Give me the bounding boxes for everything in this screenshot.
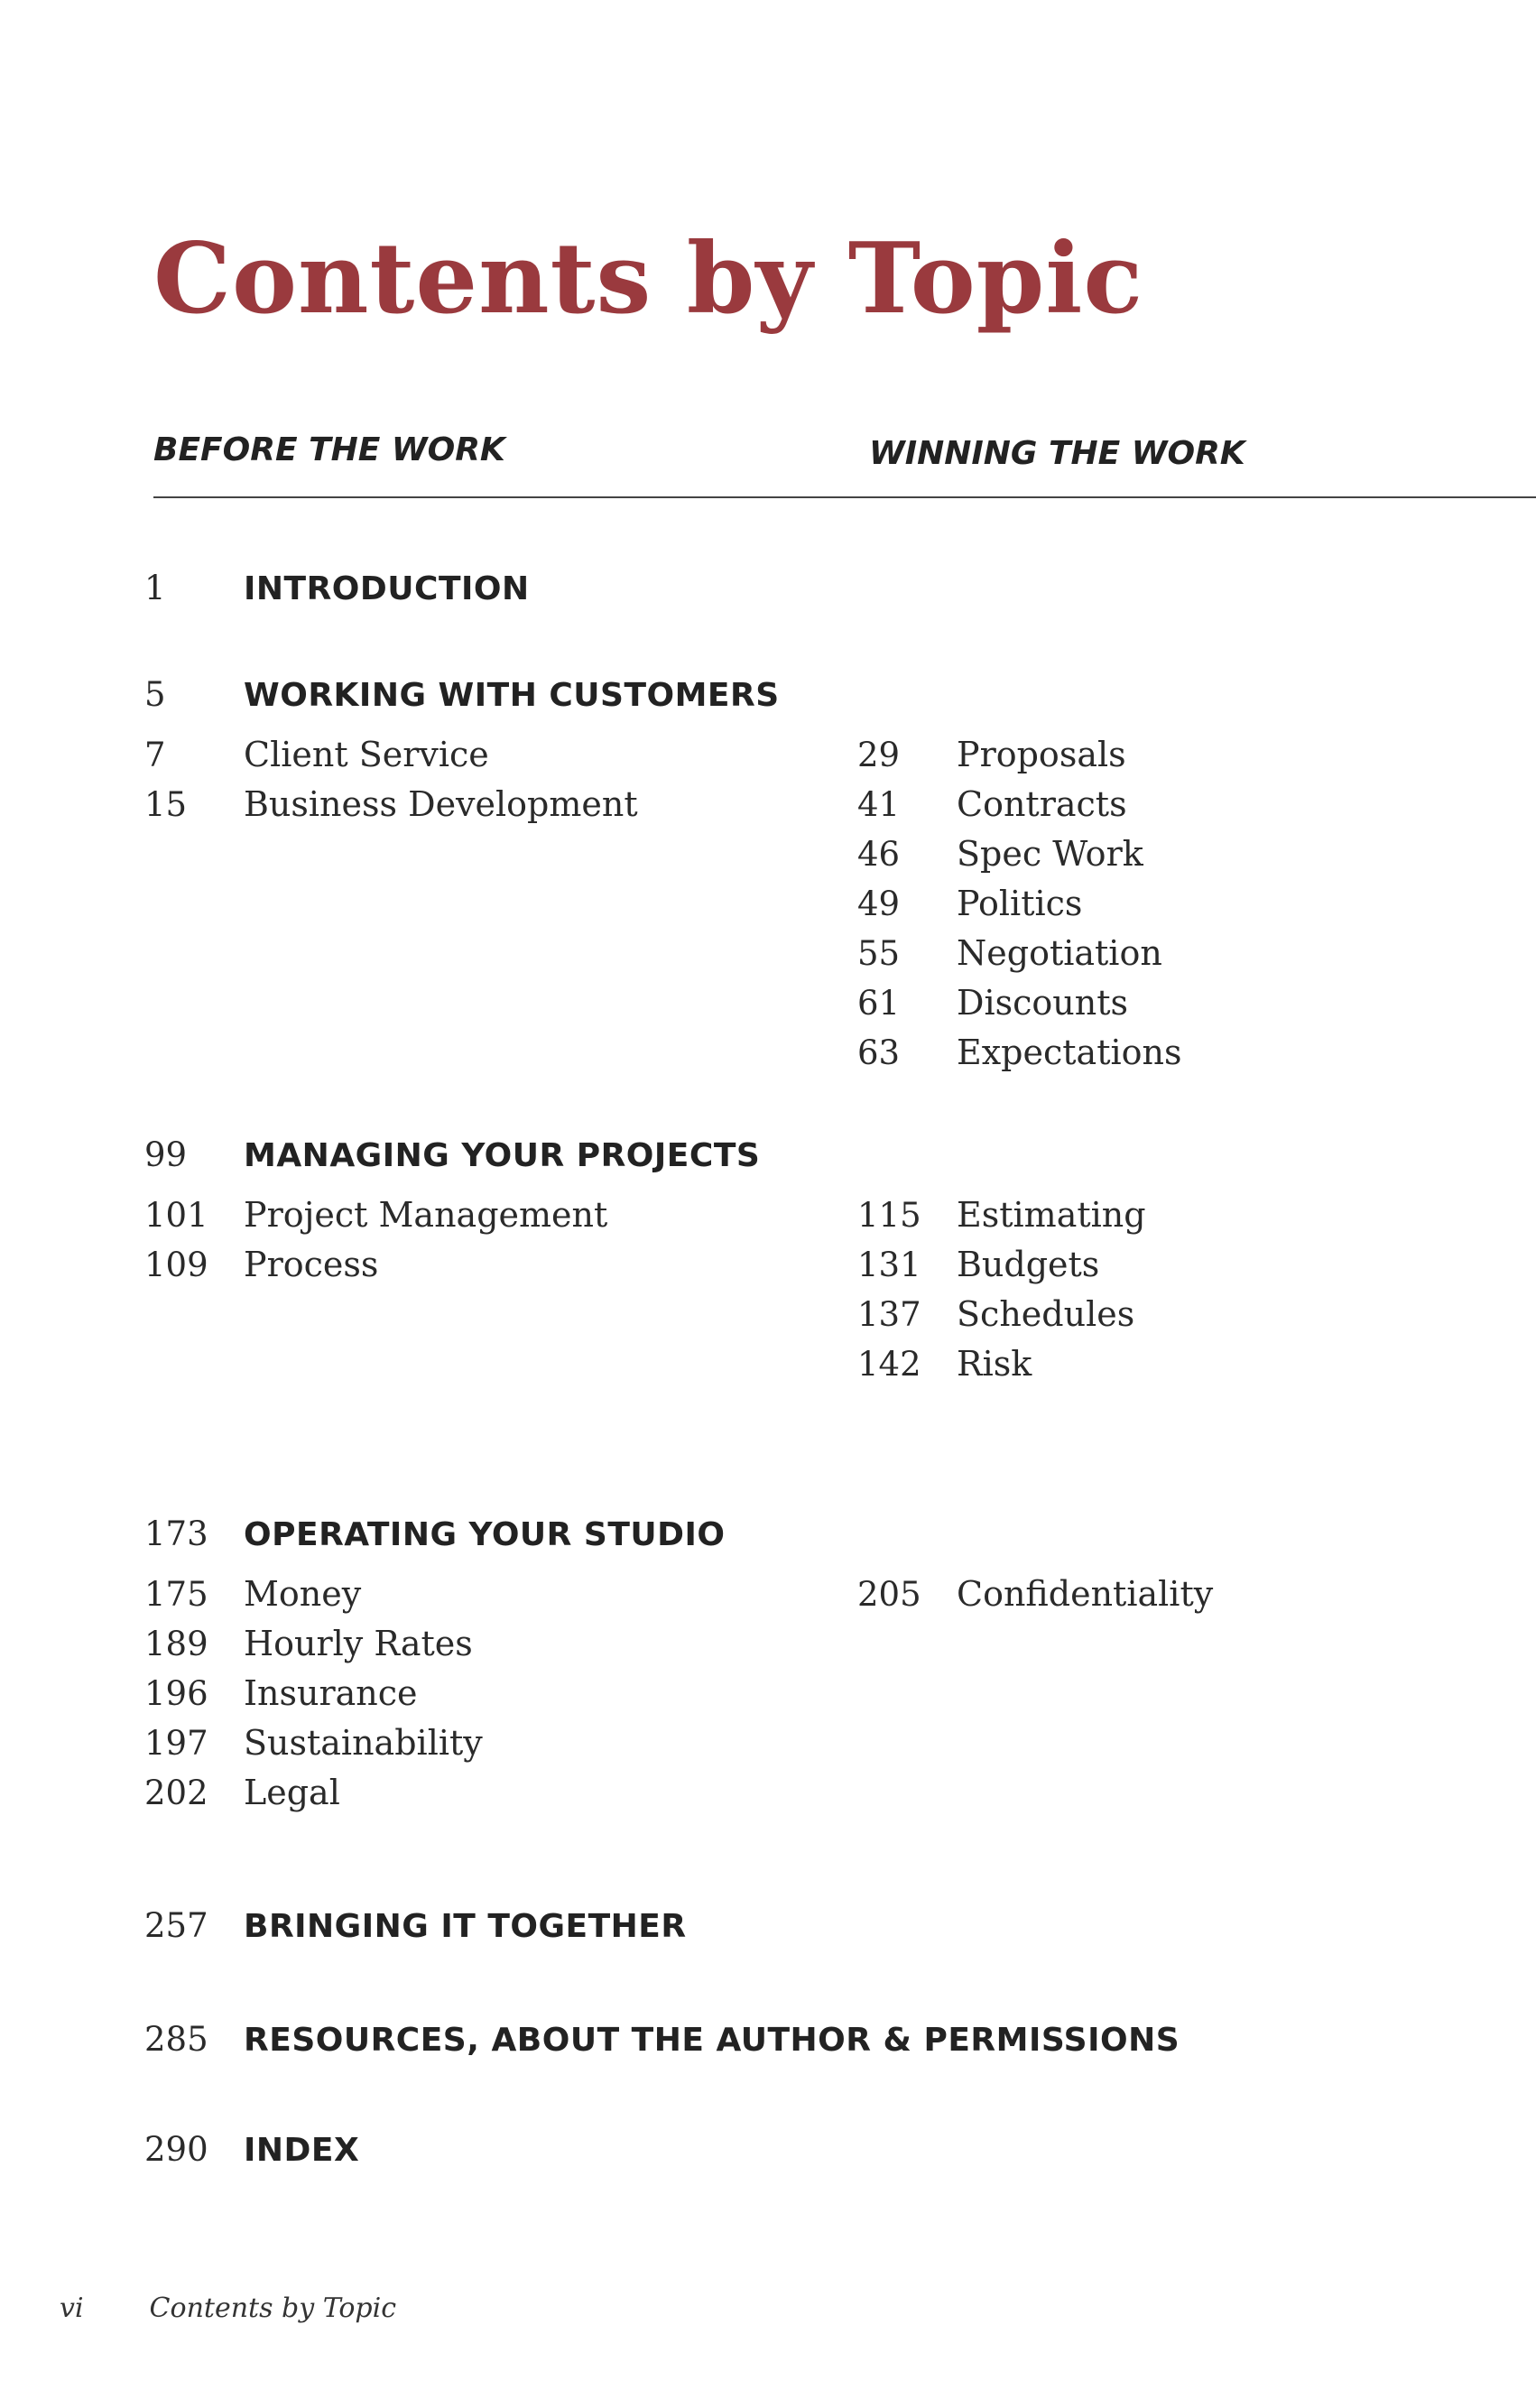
entry-page-number: 41 <box>857 785 901 824</box>
section-page-number: 99 <box>144 1135 188 1174</box>
winning-work-column <box>857 1195 1390 1394</box>
toc-entry <box>144 1574 857 1624</box>
toc-entry <box>857 1033 1390 1082</box>
toc-entry <box>857 983 1390 1033</box>
entry-label: Process <box>244 1245 379 1284</box>
entry-page-number: 49 <box>857 884 901 923</box>
running-footer <box>60 2292 396 2324</box>
entry-page-number: 55 <box>857 934 901 973</box>
toc-entry <box>857 1574 1390 1624</box>
toc-section-working-with-customers <box>144 675 1390 1082</box>
entry-page-number: 7 <box>144 736 166 774</box>
entry-label: Business Development <box>244 784 638 824</box>
section-page-number: 257 <box>144 1906 208 1945</box>
toc-entry <box>857 1245 1390 1294</box>
section-page-number: 5 <box>144 675 166 714</box>
entry-page-number: 197 <box>144 1724 208 1763</box>
section-title: RESOURCES, ABOUT THE AUTHOR & PERMISSIONS <box>244 2022 1180 2059</box>
toc-entry <box>857 1195 1390 1245</box>
toc-section-heading <box>144 675 1390 729</box>
entry-page-number: 63 <box>857 1033 901 1072</box>
entry-label: Sustainability <box>244 1723 483 1763</box>
entry-label: Project Management <box>244 1195 608 1235</box>
section-title: MANAGING YOUR PROJECTS <box>244 1137 761 1174</box>
toc-entry <box>144 1723 857 1773</box>
before-work-column <box>144 735 857 1082</box>
winning-work-column <box>857 1574 1390 1822</box>
entry-label: Proposals <box>957 735 1126 774</box>
column-header-before: BEFORE THE WORK <box>153 431 505 468</box>
section-page-number: 173 <box>144 1514 208 1553</box>
entry-label: Expectations <box>957 1033 1182 1072</box>
toc-section-introduction <box>144 569 1390 623</box>
entry-label: Politics <box>957 884 1083 923</box>
section-title: INDEX <box>244 2132 360 2169</box>
section-title: BRINGING IT TOGETHER <box>244 1908 687 1945</box>
toc-section-heading <box>144 569 1390 623</box>
entry-page-number: 131 <box>857 1246 921 1284</box>
entry-label: Legal <box>244 1773 340 1812</box>
entry-label: Insurance <box>244 1673 418 1713</box>
toc-entry <box>144 1673 857 1723</box>
section-page-number: 285 <box>144 2020 208 2059</box>
toc-entry <box>857 735 1390 784</box>
toc-entry <box>144 1195 857 1245</box>
entry-label: Client Service <box>244 735 489 774</box>
entry-page-number: 101 <box>144 1196 208 1235</box>
before-work-column <box>144 1574 857 1822</box>
toc-entry <box>144 1624 857 1673</box>
section-page-number: 1 <box>144 569 166 607</box>
toc-section-heading <box>144 1514 1390 1569</box>
entry-label: Budgets <box>957 1245 1100 1284</box>
entry-label: Confidentiality <box>957 1574 1214 1614</box>
toc-entry <box>857 784 1390 834</box>
section-title: WORKING WITH CUSTOMERS <box>244 677 780 714</box>
toc-section-index <box>144 2130 1390 2184</box>
entry-label: Schedules <box>957 1294 1135 1334</box>
toc-section-heading <box>144 1906 1390 1960</box>
entry-page-number: 196 <box>144 1674 208 1713</box>
running-footer-title: Contents by Topic <box>149 2292 397 2324</box>
toc-entry <box>144 1773 857 1822</box>
header-divider <box>153 496 1536 498</box>
entry-page-number: 109 <box>144 1246 208 1284</box>
toc-section-resources <box>144 2020 1390 2074</box>
section-title: INTRODUCTION <box>244 570 530 607</box>
toc-section-heading <box>144 2020 1390 2074</box>
entry-page-number: 61 <box>857 984 901 1023</box>
toc-entry <box>857 884 1390 933</box>
toc-section-bringing-it-together <box>144 1906 1390 1960</box>
before-work-column <box>144 1195 857 1394</box>
entry-label: Hourly Rates <box>244 1624 473 1663</box>
entry-page-number: 202 <box>144 1774 208 1812</box>
entry-label: Estimating <box>957 1195 1146 1235</box>
entry-label: Money <box>244 1574 362 1614</box>
entry-label: Contracts <box>957 784 1127 824</box>
toc-section-managing-your-projects <box>144 1135 1390 1394</box>
toc-entry <box>144 784 857 834</box>
entry-page-number: 137 <box>857 1295 921 1334</box>
entry-page-number: 142 <box>857 1345 921 1384</box>
toc-entry <box>857 834 1390 884</box>
toc-entry <box>857 1344 1390 1394</box>
page-title: Contents by Topic <box>153 222 1144 336</box>
entry-label: Discounts <box>957 983 1128 1023</box>
toc-section-operating-your-studio <box>144 1514 1390 1822</box>
entry-label: Risk <box>957 1344 1032 1384</box>
entry-page-number: 46 <box>857 835 901 874</box>
toc-entry <box>144 735 857 784</box>
column-header-winning: WINNING THE WORK <box>869 435 1245 472</box>
section-page-number: 290 <box>144 2130 208 2169</box>
toc-section-heading <box>144 1135 1390 1190</box>
entry-label: Negotiation <box>957 933 1162 973</box>
winning-work-column <box>857 735 1390 1082</box>
entry-page-number: 15 <box>144 785 188 824</box>
section-title: OPERATING YOUR STUDIO <box>244 1516 726 1553</box>
entry-page-number: 205 <box>857 1575 921 1614</box>
entry-page-number: 189 <box>144 1625 208 1663</box>
entry-page-number: 115 <box>857 1196 921 1235</box>
entry-label: Spec Work <box>957 834 1143 874</box>
toc-entry <box>857 1294 1390 1344</box>
folio-page-number: vi <box>60 2292 84 2324</box>
toc-entry <box>144 1245 857 1294</box>
entry-page-number: 175 <box>144 1575 208 1614</box>
toc-section-heading <box>144 2130 1390 2184</box>
toc-entry <box>857 933 1390 983</box>
entry-page-number: 29 <box>857 736 901 774</box>
